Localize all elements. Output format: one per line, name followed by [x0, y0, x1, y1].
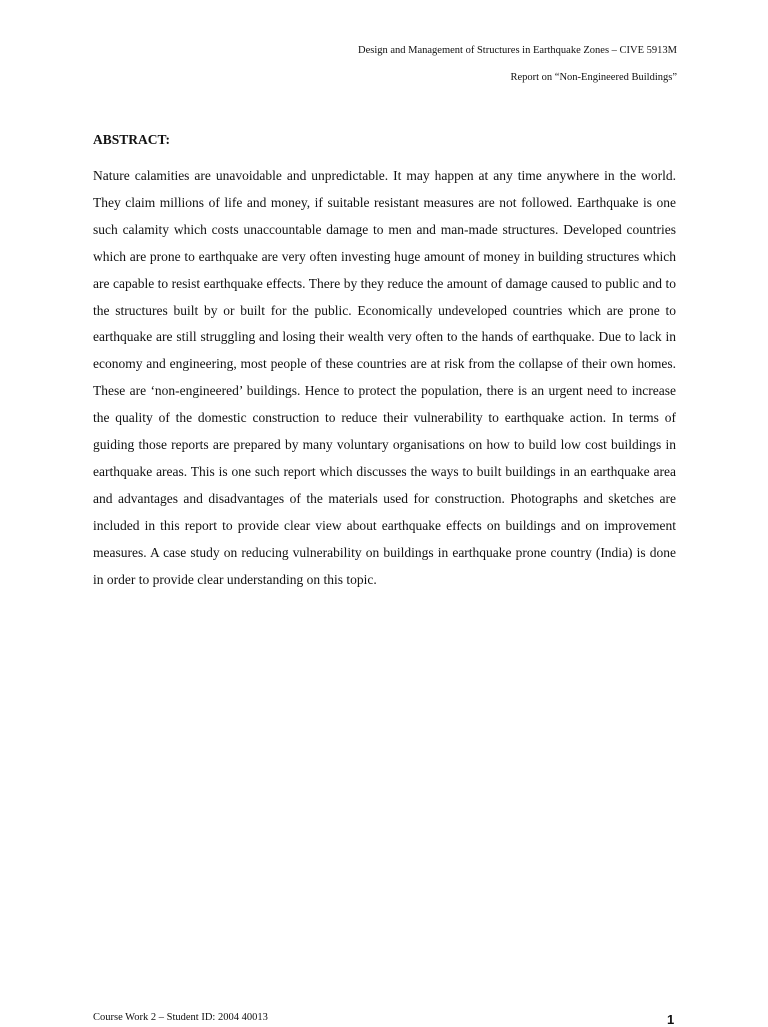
- abstract-paragraph: Nature calamities are unavoidable and unpredictable. It may happen at any time anywhere in the world. They claim millions of life and money, if suitable resistant measures are not followed. Earthquake is one such calamity which costs unaccountable damage to men and man-made structures. Developed countries which are prone to earthquake are very often investing huge amount of money in building structures which are capable to resist earthquake effects. There by they reduce the amount of damage caused to public and to the structures built by or built for the public. Economically undeveloped countries which are prone to earthquake are still struggling and losing their wealth very often to the hands of earthquake. Due to lack in economy and engineering, most people of these countries are at risk from the collapse of their own homes. These are ‘non-engineered’ buildings. Hence to protect the population, there is an urgent need to increase the quality of the domestic construction to reduce their vulnerability to earthquake action. In terms of guiding those reports are prepared by many voluntary organisations on how to build low cost buildings in earthquake areas. This is one such report which discusses the ways to built buildings in an earthquake area and advantages and disadvantages of the materials used for construction. Photographs and sketches are included in this report to provide clear view about earthquake effects on buildings and on improvement measures. A case study on reducing vulnerability on buildings in earthquake prone country (India) is done in order to provide clear understanding on this topic.: [93, 168, 676, 587]
- footer-student-info: Course Work 2 – Student ID: 2004 40013: [93, 1012, 268, 1023]
- running-header-report-title: Report on “Non-Engineered Buildings”: [510, 72, 677, 83]
- page-number: 1: [667, 1012, 675, 1027]
- running-header-course-title: Design and Management of Structures in Earthquake Zones – CIVE 5913M: [357, 45, 677, 56]
- section-heading-abstract: ABSTRACT:: [93, 132, 171, 147]
